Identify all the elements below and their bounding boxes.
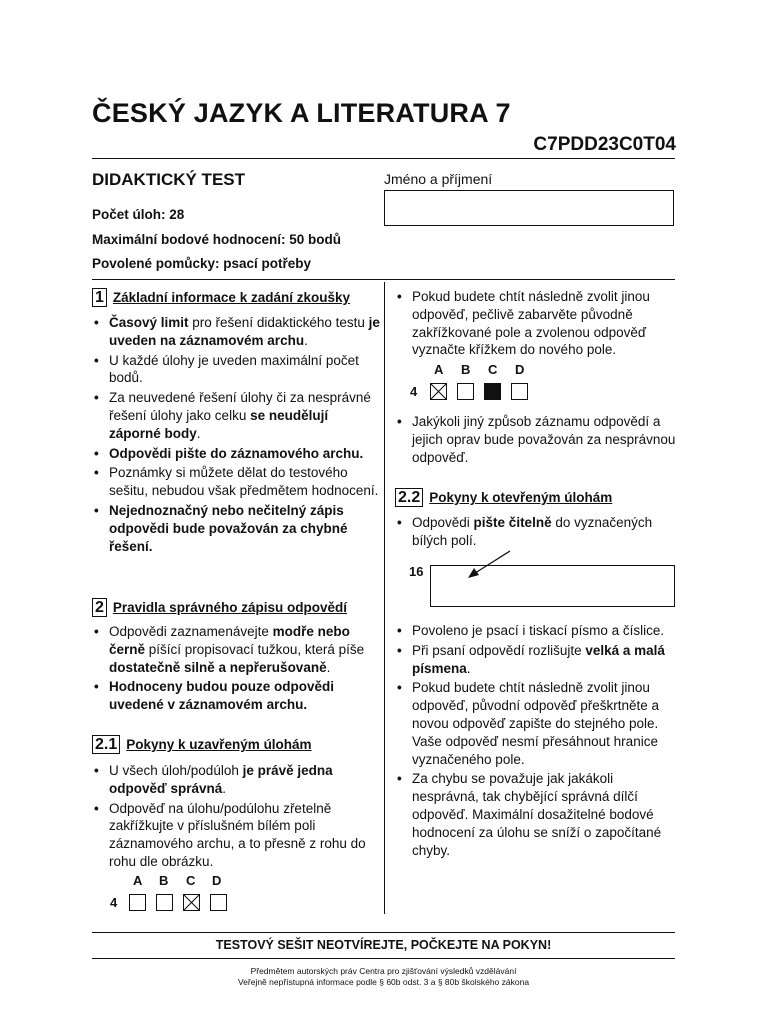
option-letter: D: [515, 362, 525, 377]
section-2-header: [92, 598, 347, 617]
column-divider: [384, 282, 385, 914]
copyright-notice: [92, 966, 675, 988]
section-2-1-header: [92, 735, 312, 754]
max-points: Maximální bodové hodnocení: 50 bodů: [92, 232, 342, 247]
section-heading: Pravidla správného zápisu odpovědí: [112, 600, 347, 615]
test-code: C7PDD23C0T04: [533, 134, 676, 155]
section-2-list: [92, 623, 382, 716]
divider-footer-top: [92, 932, 675, 933]
section-number: 2: [92, 598, 107, 617]
section-2-2-list-b: [395, 622, 677, 861]
list-item: • Poznámky si můžete dělat do testového sešitu, nebudou však předmětem hodnocení.: [92, 464, 382, 500]
copyright-line: Předmětem autorských práv Centra pro zjišťování výsledků vzdělávání: [250, 966, 517, 976]
section-number: 1: [92, 288, 107, 307]
list-item: • Jakýkoli jiný způsob záznamu odpovědí a jejich oprav bude považován za nesprávnou odpověď.: [395, 413, 677, 466]
section-heading: Pokyny k uzavřeným úlohám: [126, 737, 312, 752]
option-letter: B: [461, 362, 471, 377]
checkbox-filled: [484, 383, 501, 400]
checkbox-crossed: [430, 383, 447, 400]
option-letter: A: [133, 873, 143, 888]
section-1-list: [92, 314, 382, 557]
page-title: ČESKÝ JAZYK A LITERATURA 7: [92, 98, 511, 128]
list-item: • Pokud budete chtít následně zvolit jinou odpověď, původní odpověď přeškrtněte a novou odpověď zapište do stejného pole. Vaše odpověď nesmí přesáhnout hranice vyznačeného pole.: [395, 679, 677, 768]
option-letter: A: [434, 362, 444, 377]
name-label: Jméno a příjmení: [384, 171, 493, 187]
name-field[interactable]: [384, 190, 674, 226]
checkbox: [156, 894, 173, 911]
divider-footer-bottom: [92, 958, 675, 959]
task-number: 4: [410, 384, 418, 399]
section-number: 2.2: [395, 488, 423, 507]
option-letter: B: [159, 873, 169, 888]
checkbox-crossed: [183, 894, 200, 911]
section-2-1-list: [92, 762, 382, 873]
list-item: • Povoleno je psací i tiskací písmo a číslice.: [395, 622, 677, 640]
option-letter: D: [212, 873, 222, 888]
task-count: Počet úloh: 28: [92, 207, 185, 222]
arrow-icon: [460, 548, 520, 583]
copyright-line: Veřejně nepřístupná informace podle § 60b odst. 3 a § 80b školského zákona: [237, 977, 530, 987]
list-item: • Za chybu se považuje jak jakákoli nesprávná, tak chybějící správná dílčí odpověď. Maximální dosažitelné bodové hodnocení za úlohu se sníží o započítané chyby.: [395, 770, 677, 859]
list-item: • Za neuvedené řešení úlohy či za nesprávné řešení úlohy jako celku se neudělují záporné body.: [92, 389, 382, 442]
list-item: • Při psaní odpovědí rozlišujte velká a malá písmena.: [395, 642, 677, 678]
checkbox: [210, 894, 227, 911]
checkbox: [129, 894, 146, 911]
section-1-header: [92, 288, 350, 307]
checkbox: [511, 383, 528, 400]
list-item: • U všech úloh/podúloh je právě jedna odpověď správná.: [92, 762, 382, 798]
list-item: • Hodnoceny budou pouze odpovědi uvedené v záznamovém archu.: [92, 678, 382, 714]
list-item: • Odpověď na úlohu/podúlohu zřetelně zakřížkujte v příslušném bílém poli záznamového archu, a to přesně z rohu do rohu dle obrázku.: [92, 800, 382, 871]
list-item: • Odpovědi zaznamenávejte modře nebo černě píšící propisovací tužkou, která píše dostatečně silně a nepřerušovaně.: [92, 623, 382, 676]
task-number: 16: [409, 564, 424, 579]
divider-top: [92, 158, 675, 159]
list-item: • Pokud budete chtít následně zvolit jinou odpověď, pečlivě zabarvěte původně zakřížkované pole a zvolenou odpověď vyznačte křížkem do nového pole.: [395, 288, 677, 359]
list-item: • Odpovědi pište čitelně do vyznačených bílých polí.: [395, 514, 677, 550]
section-heading: Pokyny k otevřeným úlohám: [429, 490, 613, 505]
list-item: • Časový limit pro řešení didaktického testu je uveden na záznamovém archu.: [92, 314, 382, 350]
section-2-2-list-a: [395, 514, 677, 552]
divider-mid: [92, 279, 675, 280]
test-label: DIDAKTICKÝ TEST: [92, 170, 245, 189]
section-number: 2.1: [92, 735, 120, 754]
option-letter: C: [488, 362, 498, 377]
right-list-mid: [395, 413, 677, 468]
section-2-2-header: [395, 488, 612, 507]
list-item: • Nejednoznačný nebo nečitelný zápis odpovědi bude považován za chybné řešení.: [92, 502, 382, 555]
footer-warning: TESTOVÝ SEŠIT NEOTVÍREJTE, POČKEJTE NA POKYN!: [215, 938, 552, 952]
allowed-aids: Povolené pomůcky: psací potřeby: [92, 256, 312, 271]
list-item: • Odpovědi pište do záznamového archu.: [92, 445, 382, 463]
right-list-top: [395, 288, 677, 361]
option-letter: C: [186, 873, 196, 888]
checkbox: [457, 383, 474, 400]
task-number: 4: [110, 895, 118, 910]
list-item: • U každé úlohy je uveden maximální počet bodů.: [92, 352, 382, 388]
section-heading: Základní informace k zadání zkoušky: [112, 290, 350, 305]
